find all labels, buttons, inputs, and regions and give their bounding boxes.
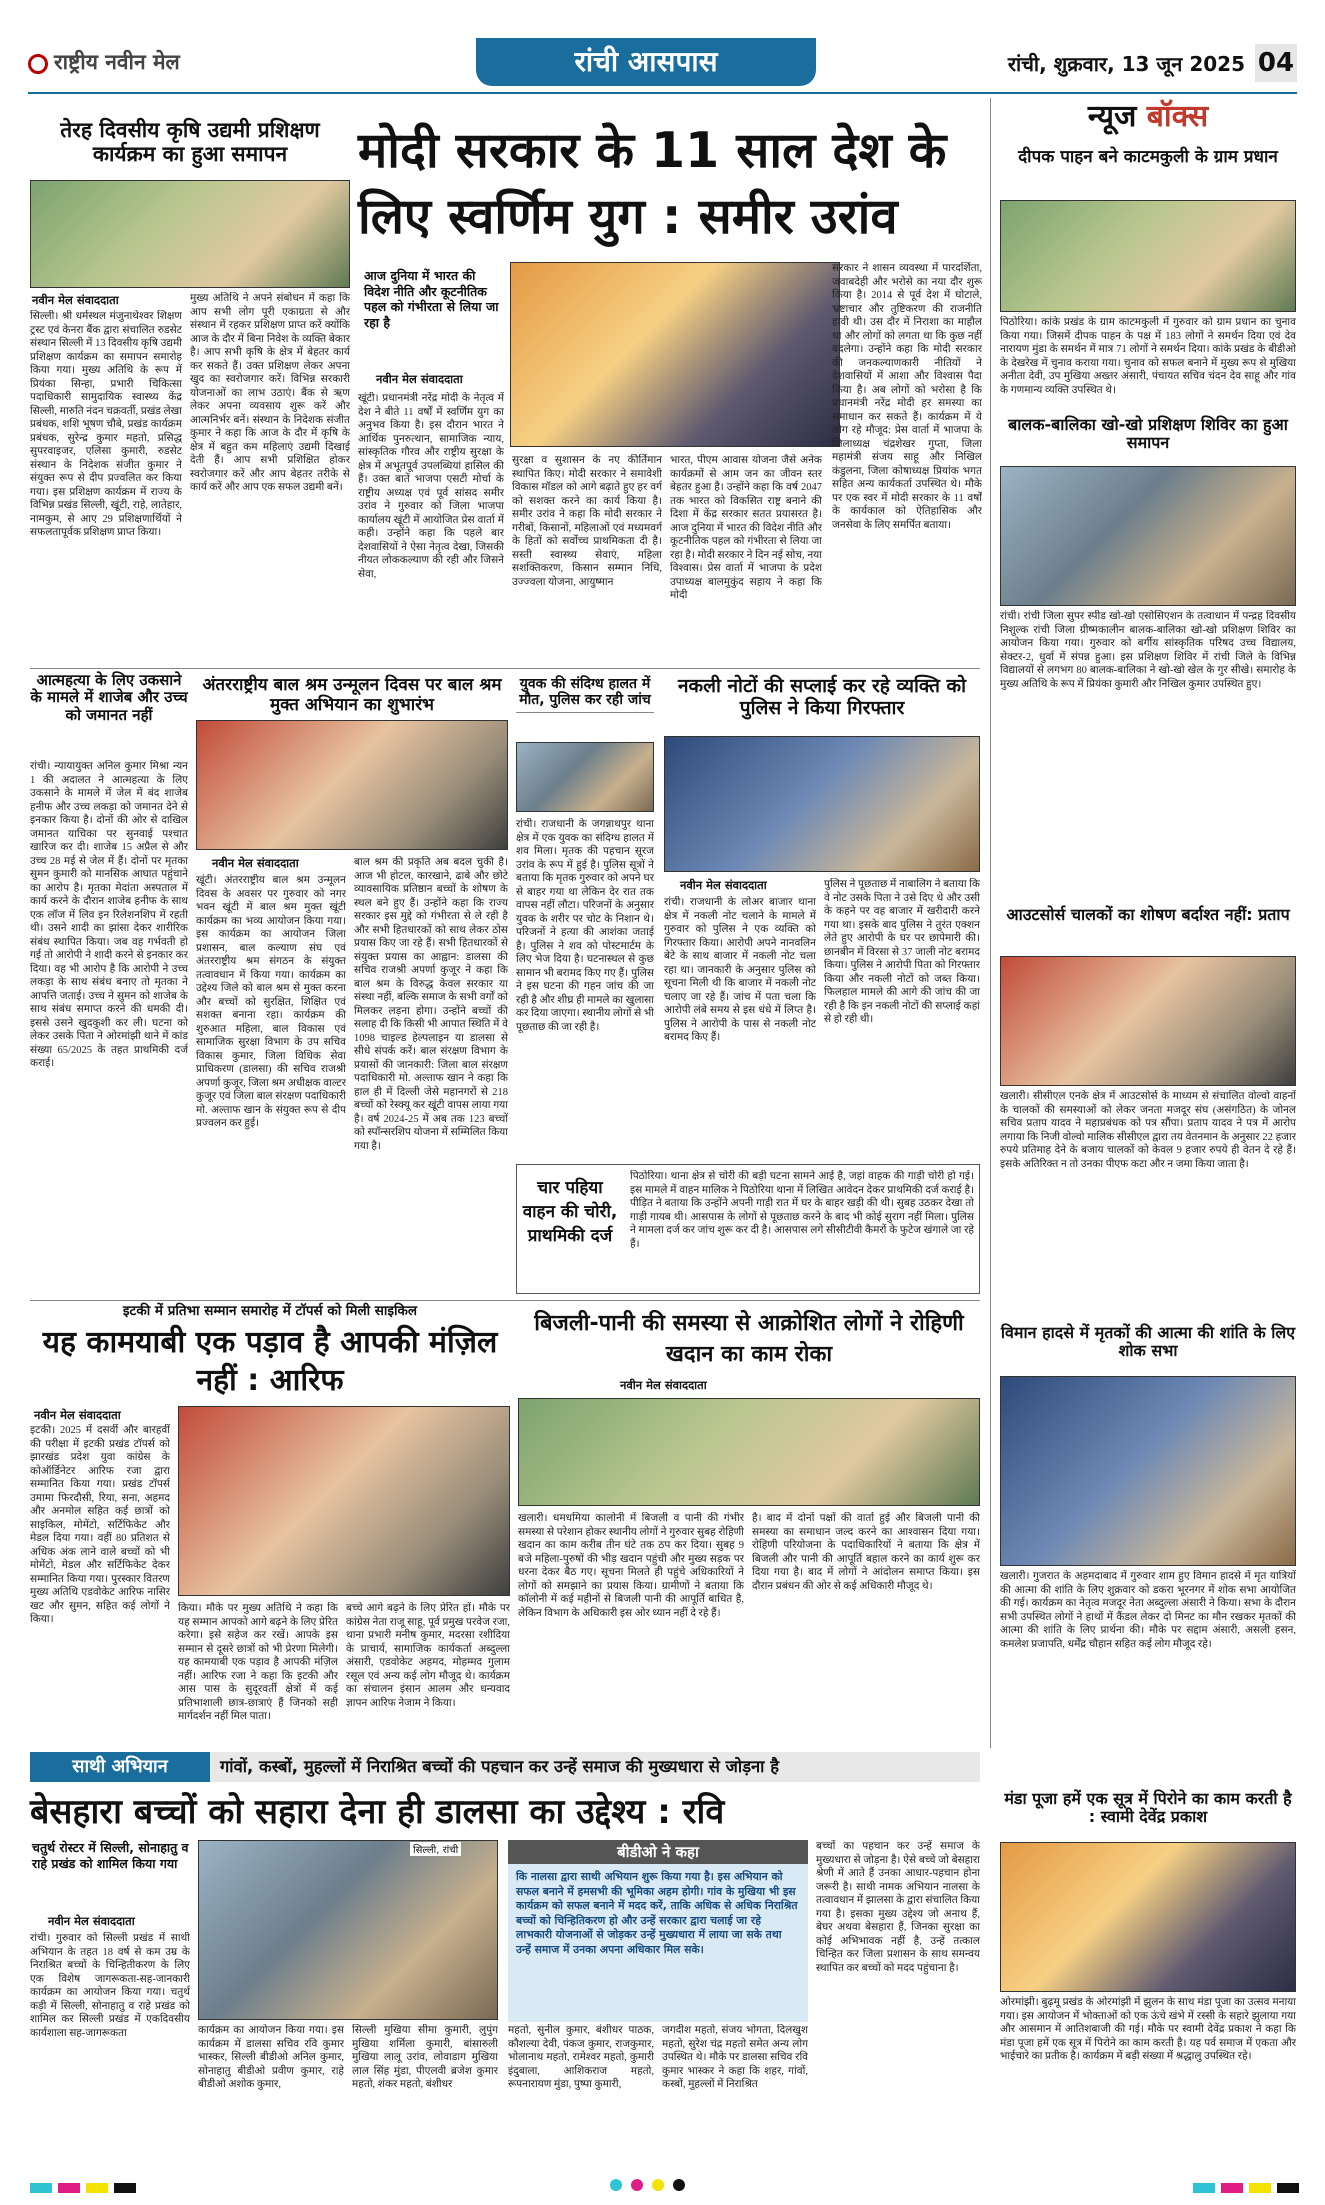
naklinote-headline: नकली नोटों की सप्लाई कर रहे व्यक्ति को पुलिस ने किया गिरफ्तार <box>677 675 967 719</box>
saathi-kicker: चतुर्थ रोस्टर में सिल्ली, सोनाहातु व राहे प्रखंड को शामिल किया गया <box>32 1840 189 1871</box>
dateline: रांची, शुक्रवार, 13 जून 2025 <box>1007 52 1245 76</box>
bdo-title: बीडीओ ने कहा <box>508 1840 808 1864</box>
award-headline: यह कामयाबी एक पड़ाव है आपकी मंज़िल नहीं : आरिफ <box>42 1325 498 1398</box>
newsbox-item1-headline: दीपक पाहन बने काटमकुली के ग्राम प्रधान <box>1018 147 1278 167</box>
lead-headline-line1: मोदी सरकार के 11 साल देश के <box>358 122 947 179</box>
naklinote-photo <box>664 736 980 872</box>
yuvak-headline: युवक की संदिग्ध हालत में मौत, पुलिस कर रही जांच <box>516 676 654 713</box>
balshram-photo <box>196 720 508 850</box>
column-divider <box>990 98 991 1748</box>
yuvak-body: रांची। राजधानी के जगन्नाथपुर थाना क्षेत्र में एक युवक का संदिग्ध हालत में शव मिला। मृतक की पहचान सूरज उरांव के रूप में हुई है। पुलिस सूत्रों ने बताया कि मृतक गुरुवार को अपने घर से बाहर गया था लेकिन देर रात तक वापस नहीं लौटा। परिजनों के अनुसार युवक के शरीर पर चोट के निशान थे। परिजनों ने हत्या की आशंका जताई है। पुलिस ने शव को पोस्टमार्टम के लिए भेज दिया है। घटनास्थल से कुछ सामान भी बरामद किए गए हैं। पुलिस ने इस घटना की गहन जांच की जा रही है और शीघ्र ही मामले का खुलासा कर दिया जाएगा। स्थानीय लोगों से भी पूछताछ की जा रही है। <box>516 819 654 1033</box>
lead-headline <box>358 118 978 250</box>
newsbox-item5-body: ओरमांझी। बुढ़मू प्रखंड के ओरमांझी में झुलन के साथ मंडा पूजा का उत्सव मनाया गया। इस आयोजन में भोक्ताओं को एक ऊंचे खंभे में रस्सी के सहारे झुलाया गया और आसमान में आतिशबाजी की गई। मौके पर स्वामी देवेंद्र प्रकाश ने कहा कि मंडा पूजा हमें एक सूत्र में पिरोने का काम करती है। यह पर्व समाज में एकता और भाईचारे का प्रतीक है। कार्यक्रम में बड़ी संख्या में श्रद्धालु उपस्थित रहे। <box>1000 1997 1296 2062</box>
award-col2: किया। मौके पर मुख्य अतिथि ने कहा कि यह सम्मान आपको आगे बढ़ने के लिए प्रेरित करेगा। इसे सहेज कर रखें। आपके इस सम्मान से दूसरे छात्रों को भी प्रेरणा मिलेगी। यह कामयाबी एक पड़ाव है आपकी मंज़िल नहीं। आरिफ रजा ने कहा कि इटकी और आस पास के सुदूरवर्ती क्षेत्रों में कई प्रतिभाशाली छात्र-छात्राएं हैं जिनको सही मार्गदर्शन नहीं मिल पाता। <box>178 1603 338 1722</box>
bijli-col1: खलारी। धमधमिया कालोनी में बिजली व पानी की गंभीर समस्या से परेशान होकर स्थानीय लोगों ने गुरुवार सुबह रोहिणी खदान का काम करीब तीन घंटे तक ठप कर दिया। सुबह 9 बजे महिला-पुरुषों की भीड़ खदान पहुंची और मुख्य सड़क पर धरना देकर बैठ गए। सूचना मिलते ही पहुंचे अधिकारियों ने लोगों को समझाने का प्रयास किया। ग्रामीणों ने बताया कि कॉलोनी में कई महीनों से बिजली पानी की आपूर्ति बाधित है, लेकिन विभाग के अधिकारी इस ओर ध्यान नहीं दे रहे हैं। <box>518 1513 744 1619</box>
color-strip-right <box>1193 2178 1305 2197</box>
bijli-col2: है। बाद में दोनों पक्षों की वार्ता हुई और बिजली पानी की समस्या का समाधान जल्द करने का आश्वासन दिया गया। रोहिणी परियोजना के पदाधिकारियों ने बताया कि क्षेत्र में बिजली और पानी की आपूर्ति बहाल करने का कार्य शुरू कर दिया गया है। बाद में लोगों ने आंदोलन समाप्त किया। इस दौरान प्रबंधन की ओर से कई अधिकारी मौजूद थे। <box>752 1513 980 1592</box>
newsbox-item3-body: खलारी। सीसीएल एनके क्षेत्र में आउटसोर्स के माध्यम से संचालित वोल्वो वाहनों के चालकों की समस्याओं को लेकर जनता मजदूर संघ (असंगठित) के जोनल सचिव प्रताप यादव ने महाप्रबंधक को पत्र सौंपा। प्रताप यादव ने पत्र में आरोप लगाया कि निजी वोल्वो मालिक सीसीएल द्वारा तय वेतनमान के अनुसार 22 हजार रुपये प्रतिमाह देने के बजाय चालकों को केवल 9 हजार रुपये ही वेतन दे रहे हैं। इसके अतिरिक्त न तो उनका पीएफ कटा और न जमा किया जाता है। <box>1000 1091 1296 1170</box>
section-tab: रांची आसपास <box>476 38 816 86</box>
award-photo <box>178 1406 510 1596</box>
yuvak-photo <box>516 742 654 812</box>
lead-pullquote: आज दुनिया में भारत की विदेश नीति और कूटनीतिक पहल को गंभीरता से लिया जा रहा है <box>364 268 499 330</box>
krishi-photo <box>30 180 350 288</box>
newsbox-title <box>1000 100 1296 135</box>
award-col1: इटकी। 2025 में दसवीं और बारहवीं की परीक्षा में इटकी प्रखंड टॉपर्स को झारखंड प्रदेश युवा कांग्रेस के कोऑर्डिनेटर आरिफ रजा द्वारा सम्मानित किया गया। प्रखंड टॉपर्स उमामा फिरदौसी, रिया, सना, अहमद और अनमोल सहित कई छात्रों को साइकिल, मोमेंटो, सर्टिफिकेट और मेडल दिया गया। वहीं 80 प्रतिशत से अधिक अंक लाने वाले बच्चों को भी मोमेंटो, मेडल और सर्टिफिकेट देकर सम्मानित किया गया। पुरस्कार वितरण मुख्य अतिथि एडवोकेट आरिफ नासिर खट और सुमन, सहित कई लोगों ने किया। <box>30 1425 170 1625</box>
saathi-col4: महतो, सुनील कुमार, बंशीधर पाठक, कौशल्या देवी, पंकज कुमार, राजकुमार, भोलानाथ महतो, रामेश्वर महतो, कुमारी इंदुबाला, आशिकराज महतो, रूपनारायण मुंडा, पुष्पा कुमारी, <box>508 2025 654 2090</box>
lead-byline: नवीन मेल संवाददाता <box>376 372 463 386</box>
newsbox-title-b: बॉक्स <box>1146 99 1209 134</box>
lead-photo <box>510 262 840 447</box>
newsbox-item3-photo <box>1000 956 1296 1086</box>
newsbox-item4-headline: विमान हादसे में मृतकों की आत्मा की शांति के लिए शोक सभा <box>1000 1323 1296 1361</box>
award-kicker: इटकी में प्रतिभा सम्मान समारोह में टॉपर्स को मिली साइकिल <box>122 1303 418 1319</box>
saathi-strap: गांवों, कस्बों, मुहल्लों में निराश्रित बच्चों की पहचान कर उन्हें समाज की मुख्यधारा से जोड़ना है <box>220 1757 779 1776</box>
newsbox-item2-photo <box>1000 466 1296 606</box>
balshram-col1: खूंटी। अंतरराष्ट्रीय बाल श्रम उन्मूलन दिवस के अवसर पर गुरुवार को नगर भवन खूंटी में बाल श्रम मुक्त खूंटी कार्यक्रम का भव्य आयोजन किया गया। इस कार्यक्रम का आयोजन जिला प्रशासन, बाल कल्याण संघ एवं अंतरराष्ट्रीय श्रम संगठन के संयुक्त तत्वावधान में किया गया। कार्यक्रम का उद्देश्य जिले को बाल श्रम से मुक्त करना और बच्चों को सुरक्षित, शिक्षित एवं सशक्त बनाना रहा। कार्यक्रम की शुरुआत महिला, बाल विकास एवं सामाजिक सुरक्षा विभाग के उप सचिव विकास कुमार, जिला विधिक सेवा प्राधिकरण (डालसा) की सचिव राजश्री अपर्णा कुजूर, जिला श्रम अधीक्षक वाल्टर कुजूर एवं जिला बाल संरक्षण पदाधिकारी मो. अल्ताफ खान के संयुक्त रूप से दीप प्रज्वलन कर हुई। <box>196 875 346 1129</box>
atmahatya-body: रांची। न्यायायुक्त अनिल कुमार मिश्रा न्यन 1 की अदालत ने आत्महत्या के लिए उकसाने के मामले में जेल में बंद शाजेब हनीफ और उच्च लकड़ा को जमानत देने से इनकार किया है। दोनों की ओर से दाखिल जमानत याचिका पर सुनवाई पश्चात खारिज कर दी। शाजेब 15 अप्रैल से और उच्च 28 मई से जेल में हैं। दोनों पर मृतका सुमन कुमारी को मानसिक आघात पहुंचाने का आरोप है। मृतका मेदांता अस्पताल में कार्य करने के दौरान शाजेब हनीफ के साथ एक लॉज में लिव इन रिलेशनशिप में रहती थी। उसने शादी का झांसा देकर शारीरिक संबंध स्थापित किया। जब वह गर्भवती हो गई तो आरोपी ने शादी करने से इनकार कर दिया। वह भी आरोप है कि आरोपी ने उच्च लकड़ा के साथ संबंध बनाए तो मृतका ने आपत्ति जताई। उच्च ने सुमन को शाजेब के साथ संबंध समाप्त करने की धमकी दी। इससे उसने खुदकुशी कर ली। घटना को लेकर उसके पिता ने ओरमांझी थाने में कांड संख्या 65/2025 के तहत प्राथमिकी दर्ज कराई। <box>30 761 188 1069</box>
saathi-headline: बेसहारा बच्चों को सहारा देना ही डालसा का उद्देश्य : रवि <box>30 1792 725 1832</box>
registration-dots <box>610 2176 685 2195</box>
balshram-col2: बाल श्रम की प्रकृति अब बदल चुकी है। आज भी होटल, कारखाने, ढाबे और छोटे व्यावसायिक प्रतिष्ठान बच्चों के शोषण के स्थल बने हुए हैं। उन्होंने कहा कि राज्य सरकार इस मुद्दे को गंभीरता से ले रही है और सभी हितधारकों को साथ लेकर ठोस प्रयास किए जा रहे हैं। सभी हितधारकों से संयुक्त प्रयास का आह्वान: डालसा की सचिव राजश्री अपर्णा कुजूर ने कहा कि बाल श्रम के विरुद्ध केवल सरकार या संस्था नहीं, बल्कि समाज के सभी वर्गों को मिलकर लड़ना होगा। उन्होंने बच्चों की सलाह दी कि किसी भी आपात स्थिति में वे 1098 चाइल्ड हेल्पलाइन या डालसा से सीधे संपर्क करें। बाल संरक्षण विभाग के प्रयासों की जानकारी: जिला बाल संरक्षण पदाधिकारी मो. अल्ताफ खान ने कहा कि हाल ही में दिल्ली जेसे महानगरों से 218 बच्चों को रेस्क्यू कर खूंटी वापस लाया गया है। वर्ष 2024-25 में अब तक 123 बच्चों को स्पॉन्सरशिप योजना में सम्मिलित किया गया है। <box>354 857 508 1152</box>
naklinote-col2: पुलिस ने पूछताछ में नाबालिग ने बताया कि वे नोट उसके पिता ने उसे दिए थे और उसी के कहने पर वह बाजार में खरीदारी करने गया था। इसके बाद पुलिस ने तुरंत एक्शन लेते हुए आरोपी के घर पर छापेमारी की। छानबीन में विरसा से 37 जाली नोट बरामद किया। पुलिस ने आरोपी पिता को गिरफ्तार किया और नकली नोटों को जब्त किया। फिलहाल मामले की आगे की जांच की जा रही है कि इन नकली नोटों की सप्लाई कहां से हो रही थी। <box>824 879 980 1025</box>
color-strip-left <box>30 2178 142 2197</box>
saathi-photo-caption: सिल्ली, रांची <box>410 1842 461 1856</box>
saathi-label: साथी अभियान <box>30 1752 210 1782</box>
newsbox-item5-headline: मंडा पूजा हमें एक सूत्र में पिरोने का काम करती है : स्वामी देवेंद्र प्रकाश <box>1004 1789 1292 1827</box>
balshram-byline: नवीन मेल संवाददाता <box>212 856 299 870</box>
paper-name: राष्ट्रीय नवीन मेल <box>28 48 180 76</box>
saathi-col3: सिल्ली मुखिया सीमा कुमारी, लुपुंग मुखिया शर्मिला कुमारी, बांसारुली मुखिया लालू उरांव, लोवाडाग मुखिया लाल सिंह मुंडा, पीएलवी ब्रजेश कुमार महतो, शंकर महतो, बंशीधर <box>352 2025 498 2090</box>
newsbox-item4-photo <box>1000 1376 1296 1566</box>
divider <box>30 1300 980 1301</box>
krishi-headline: तेरह दिवसीय कृषि उद्यमी प्रशिक्षण कार्यक्रम का हुआ समापन <box>60 118 320 167</box>
newsbox-item4-body: खलारी। गुजरात के अहमदाबाद में गुरुवार शाम हुए विमान हादसे में मृत यात्रियों की आत्मा की शांति के लिए शुक्रवार को डकरा भूरनगर में शोक सभा आयोजित की गई। कार्यक्रम का नेतृत्व मजदूर नेता अब्दुल्ला अंसारी ने किया। सभा के दौरान सभी उपस्थित लोगों ने हाथों में कैंडल लेकर दो मिनट का मौन रखकर मृतकों की आत्मा की शांति के लिए प्रार्थना की। मौके पर सद्दाम अंसारी, असली हसन, कमलेश प्रजापति, धर्मेंद्र चौहान सहित कई लोग मौजूद रहे। <box>1000 1571 1296 1650</box>
naklinote-byline: नवीन मेल संवाददाता <box>680 878 767 892</box>
saathi-photo <box>198 1840 498 2020</box>
newsbox-item2-headline: बालक-बालिका खो-खो प्रशिक्षण शिविर का हुआ समापन <box>1008 415 1288 453</box>
newsbox-title-a: न्यूज <box>1087 99 1137 134</box>
krishi-col2: मुख्य अतिथि ने अपने संबोधन में कहा कि आप सभी लोग पूरी एकाग्रता से और संस्थान में रहकर प्रशिक्षण प्राप्त करें क्योंकि आज के दौर में बिना निवेश के व्यक्ति बेकार है। आप सभी कृषि के क्षेत्र में बेहतर कार्य कर सकते हैं। उक्त प्रशिक्षण लेकर अपना खुद का स्वरोजगार करें। विभिन्न सरकारी योजनाओं का लाभ उठाएं। बैंक से ऋण लेकर अपना व्यवसाय शुरू करें और आत्मनिर्भर बनें। संस्थान के निदेशक संजीत कुमार ने कहा कि आज के दौर में कृषि के क्षेत्र में बहुत कम महिलाएं उद्यमी दिखाई देती हैं। आप सभी प्रशिक्षित होकर स्वरोजगार करें और आप बेहतर तरीके से कार्य करें और आप एक सफल उद्यमी बनें। <box>190 293 350 493</box>
lead-col4: सरकार ने शासन व्यवस्था में पारदर्शिता, जवाबदेही और भरोसे का नया दौर शुरू किया है। 2014 से पूर्व देश में घोटाले, भ्रष्टाचार और तुष्टिकरण की राजनीति हावी थी। उस दौर में निराशा का माहौल था और लोगों को लगता था कि कुछ नहीं बदलेगा। उन्होंने कहा कि मोदी सरकार की जनकल्याणकारी नीतियों ने देशवासियों में आशा और विश्वास पैदा किया है। अब लोगों को भरोसा है कि प्रधानमंत्री नरेंद्र मोदी हर समस्या का समाधान कर सकते हैं। कार्यक्रम में ये लोग रहे मौजूद: प्रेस वार्ता में भाजपा के जिलाध्यक्ष चंद्रशेखर गुप्ता, जिला महामंत्री संजय साहू और निखिल कंडुलना, जिला कोषाध्यक्ष प्रियांक भगत सहित अन्य कार्यकर्ता उपस्थित थे। मौके पर एक स्वर में मोदी सरकार के 11 वर्षों के कार्यकाल को ऐतिहासिक और जनसेवा के लिए समर्पित बताया। <box>832 263 982 531</box>
saathi-col2: कार्यक्रम का आयोजन किया गया। इस कार्यक्रम में डालसा सचिव रवि कुमार भास्कर, सिल्ली बीडीओ अनिल कुमार, सोनाहातु बीडीओ प्रवीण कुमार, राहे बीडीओ अशोक कुमार, <box>198 2025 344 2090</box>
naklinote-col1: रांची। राजधानी के लोअर बाजार थाना क्षेत्र में नकली नोट चलाने के मामले में गुरुवार को पुलिस ने एक व्यक्ति को गिरफ्तार किया। आरोपी अपने नानवलिन बेटे के साथ बाजार में नकली नोट चला रहा था। जानकारी के अनुसार पुलिस को सूचना मिली थी कि बाजार में नकली नोट चलाए जा रहे हैं। जांच में पता चला कि आरोपी लंबे समय से इस धंधे में लिप्त है। पुलिस ने आरोपी के पास से नकली नोट बरामद किए हैं। <box>664 897 816 1043</box>
charpahiya-body: पिठोरिया। थाना क्षेत्र से चोरी की बड़ी घटना सामने आई है, जहां वाहक की गाड़ी चोरी हो गई। इस मामले में वाहन मालिक ने पिठोरिया थाना में लिखित आवेदन देकर प्राथमिकी दर्ज कराई है। पीड़ित ने बताया कि उन्होंने अपनी गाड़ी रात में घर के बाहर खड़ी की थी। सुबह उठकर देखा तो गाड़ी गायब थी। आसपास के लोगों से पूछताछ करने के बाद भी कोई सुराग नहीं मिला। पुलिस ने मामला दर्ज कर जांच शुरू कर दी है। आसपास लगे सीसीटीवी कैमरों के फुटेज खंगाले जा रहे हैं। <box>630 1171 974 1250</box>
masthead-rule <box>28 92 1297 94</box>
saathi-byline: नवीन मेल संवाददाता <box>48 1914 135 1928</box>
bdo-quote: कि नालसा द्वारा साथी अभियान शुरू किया गया है। इस अभियान को सफल बनाने में हमसभी की भूमिका अहम होगी। गांव के मुखिया भी इस कार्यक्रम को सफल बनाने में मदद करें, ताकि अधिक से अधिक निराश्रित बच्चों को चिन्हितिकरण हो और उन्हें सरकार द्वारा चलाई जा रहे लाभकारी योजनाओं से जोड़कर उन्हें मुख्यधारा में लाया जा सके तथा उन्हें समाज में उनका अपना अधिकार मिल सके। <box>508 1864 808 2022</box>
saathi-col5: जगदीश महतो, संजय भोगता, दिलखुश महतो, सुरेश चंद्र महतो समेत अन्य लोग उपस्थित थे। मौके पर डालसा सचिव रवि कुमार भास्कर ने कहा कि शहर, गांवों, कस्बों, मुहल्लों में निराश्रित <box>662 2025 808 2090</box>
lead-headline-line2: लिए स्वर्णिम युग : समीर उरांव <box>358 188 898 245</box>
newsbox-item5-photo <box>1000 1842 1296 1992</box>
atmahatya-headline: आत्महत्या के लिए उकसाने के मामले में शाजेब और उच्च को जमानत नहीं <box>30 671 188 724</box>
lead-col3: भारत, पीएम आवास योजना जैसे अनेक कार्यक्रमों से आम जन का जीवन स्तर बेहतर हुआ है। उन्होंने कहा कि वर्ष 2047 तक भारत को विकसित राष्ट्र बनाने की दिशा में केंद्र सरकार सतत प्रयासरत है। आज दुनिया में भारत की विदेश नीति और कूटनीतिक पहल को गंभीरता से लिया जा रहा है। मोदी सरकार ने दिन नई सोच, नया विश्वास। प्रेस वार्ता में भाजपा के प्रदेश उपाध्यक्ष बालमुकुंद सहाय ने कहा कि मोदी <box>670 455 822 601</box>
newsbox-item2-body: रांची। रांची जिला सुपर स्पीड खो-खो एसोसिएशन के तत्वाधान में पन्द्रह दिवसीय निशुल्क रांची जिला ग्रीष्मकालीन बालक-बालिका खो-खो प्रशिक्षण शिविर का आयोजन किया गया। गुरुवार को बर्गीय सांस्कृतिक परिषद उच्च विद्यालय, सेक्टर-2, धुर्वा में संपन्न हुआ। इस प्रशिक्षण शिविर में रांची जिले के विभिन्न विद्यालयों से लगभग 80 बालक-बालिका ने खो-खो खेल के गुर सीखे। समारोह के मुख्य अतिथि के रूप में प्रियंका कुमारी और निखिल कुमार उपस्थित हुए। <box>1000 611 1296 690</box>
award-byline: नवीन मेल संवाददाता <box>34 1408 121 1422</box>
charpahiya-headline: चार पहिया वाहन की चोरी, प्राथमिकी दर्ज <box>522 1178 618 1246</box>
bijli-headline: बिजली-पानी की समस्या से आक्रोशित लोगों ने रोहिणी खदान का काम रोका <box>534 1311 964 1367</box>
krishi-col1: सिल्ली। श्री धर्मस्थल मंजुनाथेश्वर शिक्षण ट्रस्ट एवं केनरा बैंक द्वारा संचालित रुडसेट संस्थान सिल्ली में 13 दिवसीय कृषि उद्यमी प्रशिक्षण कार्यक्रम का समापन समारोह किया गया। मुख्य अतिथि के रूप में प्रियंका सिन्हा, प्रभारी चिकित्सा पदाधिकारी सामुदायिक स्वास्थ्य केंद्र सिल्ली, मारुति नंदन चक्रवर्ती, प्रखंड लेखा प्रबंधक, शशि भूषण चौबे, प्रखंड कार्यक्रम प्रबंधक, सुरेन्द्र कुमार महतो, प्रसिद्ध सुपरवाइजर, एलिसा कुमारी, रुडसेट संस्थान के निदेशक संजीत कुमार ने संयुक्त रूप से दीप प्रज्वलित कर किया गया। इस प्रशिक्षण कार्यक्रम में राज्य के विभिन्न प्रखंड सिल्ली, खूंटी, राहे, लातेहार, नामकुम, से आए 29 प्रशिक्षणार्थियों ने सफलतापूर्वक प्रशिक्षण प्राप्त किया। <box>30 311 182 538</box>
bijli-photo <box>518 1398 980 1506</box>
newsbox-item1-photo <box>1000 200 1296 312</box>
newsbox-item3-headline: आउटसोर्स चालकों का शोषण बर्दाश्त नहीं: प्रताप <box>1006 905 1290 924</box>
lead-col1: खूंटी। प्रधानमंत्री नरेंद्र मोदी के नेतृत्व में देश ने बीते 11 वर्षों में स्वर्णिम युग का अनुभव किया है। इस दौरान भारत ने आर्थिक पुनरुत्थान, सामाजिक न्याय, सांस्कृतिक गौरव और राष्ट्रीय सुरक्षा के क्षेत्र में अभूतपूर्व उपलब्धियां हासिल की हैं। उक्त बातें भाजपा एसटी मोर्चा के राष्ट्रीय अध्यक्ष एवं पूर्व सांसद समीर उरांव ने गुरुवार को जिला भाजपा कार्यालय खूंटी में आयोजित प्रेस वार्ता में कही। उन्होंने कहा कि पहले बार देशवासियों ने ऐसा नेतृत्व देखा, जिसकी नीयत लोककल्याण की रही और जिसने सेवा, <box>358 393 504 580</box>
page-number: 04 <box>1255 44 1297 82</box>
divider <box>30 668 980 669</box>
newsbox-item1-body: पिठोरिया। कांके प्रखंड के ग्राम काटमकुली में गुरुवार को ग्राम प्रधान का चुनाव किया गया। जिसमें दीपक पाहन के पक्ष में 183 लोगों ने समर्थन दिया एवं देव नारायण मुंडा के समर्थन में मात्र 71 लोगों ने समर्थन दिया। कांके प्रखंड के बीडीओ के देखरेख में चुनाव कराया गया। चुनाव को सफल बनाने में मुख्य रूप से मुखिया अनीता देवी, उप मुखिया अख्तर अंसारी, पंचायत सचिव चंदन देव साहू और गांव के गणमान्य व्यक्ति उपस्थित थे। <box>1000 317 1296 396</box>
krishi-byline: नवीन मेल संवाददाता <box>32 293 119 307</box>
saathi-col1: रांची। गुरुवार को सिल्ली प्रखंड में साथी अभियान के तहत 18 वर्ष से कम उम्र के निराश्रित बच्चों के चिन्हितीकरण के लिए एक विशेष जागरूकता-सह-जानकारी कार्यक्रम का आयोजन किया गया। चतुर्थ कड़ी में सिल्ली, सोनाहातु व राहे प्रखंड को शामिल कर सिल्ली प्रखंड में एकदिवसीय कार्यशाला सह-जागरूकता <box>30 1933 190 2039</box>
bijli-byline: नवीन मेल संवाददाता <box>620 1378 707 1392</box>
balshram-headline: अंतरराष्ट्रीय बाल श्रम उन्मूलन दिवस पर बाल श्रम मुक्त अभियान का शुभारंभ <box>202 675 502 715</box>
saathi-col6: बच्चों का पहचान कर उन्हें समाज के मुख्यधारा से जोड़ना है। ऐसे बच्चे जो बेसहारा श्रेणी में आते हैं उनका आधार-पहचान होना जरूरी है। साथी नामक अभियान नालसा के तत्वावधान में झालसा के द्वारा संचालित किया गया है। इसका मुख्य उद्देश्य जो अनाथ हैं, बेघर अथवा बेसहारा हैं, जिनका सुरक्षा का कोई अभिभावक नहीं है, उन्हें तत्काल चिन्हित कर जिला प्रशासन के साथ समन्वय स्थापित कर बच्चों को मदद पहुंचाना है। <box>816 1841 980 1974</box>
lead-col2: सुरक्षा व सुशासन के नए कीर्तिमान स्थापित किए। मोदी सरकार ने समावेशी विकास मॉडल को आगे बढ़ाते हुए हर वर्ग को सशक्त करने का कार्य किया है। समीर उरांव ने कहा कि मोदी सरकार ने गरीबों, किसानों, महिलाओं एवं मध्यमवर्ग के हितों को सर्वोच्च प्राथमिकता दी है। सस्ती स्वास्थ्य सेवाएं, महिला सशक्तिकरण, किसान सम्मान निधि, उज्ज्वला योजना, आयुष्मान <box>512 455 662 588</box>
award-col3: बच्चे आगे बढ़ने के लिए प्रेरित हों। मौके पर कांग्रेस नेता राजू साहू, पूर्व प्रमुख परवेज रजा, थाना प्रभारी मनीष कुमार, मदरसा रशीदिया के प्राचार्य, सामाजिक कार्यकर्ता अब्दुल्ला अंसारी, एडवोकेट अहमद, मोहम्मद गुलाम रसूल एवं अन्य कई लोग मौजूद थे। कार्यक्रम का संचालन इंसान आलम और धन्यवाद ज्ञापन आरिफ नेजाम ने किया। <box>346 1603 510 1709</box>
